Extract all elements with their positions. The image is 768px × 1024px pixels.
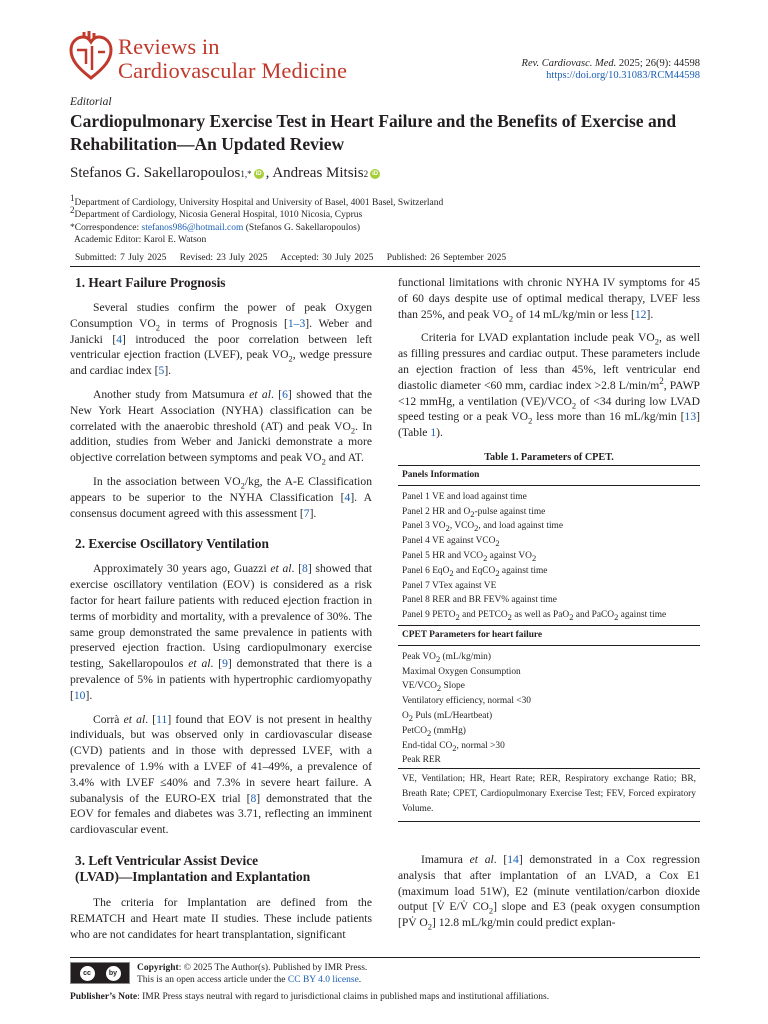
table-row: PetCO$_2$ (mmHg) [402, 725, 466, 738]
section-heading: 3. Left Ventricular Assist Device (LVAD)—Implantation and Explantation [75, 852, 311, 884]
table-row: Peak $VO_2$ (mL/kg/min) [402, 651, 491, 664]
body-paragraph: The criteria for Implantation are defined from the REMATCH and Heart mate II studies. These include patients who are not candidates for heart transplantation, significant [70, 895, 372, 941]
email-link[interactable]: stefanos986@hotmail.com [141, 222, 244, 233]
affiliations: $^1$Department of Cardiology, University Hospital and University of Basel, 4001 Basel, Switzerland $^2$Department of Cardiology, Nicosia General Hospital, 1010 Nicosia, Cyprus *Correspondence: stefanos986@hotmail.com (Stefanos G. Sakellaropoulos) Academic Editor: Karol E. Watson [70, 192, 444, 245]
body-paragraph: Several studies confirm the power of peak Oxygen Consumption $VO_2$ in terms of Prognosis [1–3]. Weber and Janicki [4] introduced the poor correlation between left ventricular ejection fraction (LVEF), peak $VO_2$, wedge pressure and cardiac index [5]. [70, 301, 372, 378]
heart-logo-icon [68, 30, 114, 82]
article-dates: Submitted: 7 July 2025 Revised: 23 July 2025 Accepted: 30 July 2025 Published: 26 September 2025 [75, 253, 507, 263]
table-row: Peak RER [402, 755, 441, 766]
table-row: Maximal Oxygen Consumption [402, 666, 521, 677]
table-row: Panel 5 HR and $VCO_2$ against $VO_2$ [402, 550, 537, 563]
table-row: Panel 2 HR and $O_2$-pulse against time [402, 506, 546, 519]
author-name: , Andreas Mitsis [265, 165, 364, 181]
table-row: $O_2$ Puls (mL/Heartbeat) [402, 710, 493, 723]
table-row: Ventilatory efficiency, normal <30 [402, 696, 531, 707]
article-title: Cardiopulmonary Exercise Test in Heart Failure and the Benefits of Exercise and Rehabilitation—An Updated Review [70, 111, 677, 154]
article-type: Editorial [70, 96, 112, 108]
body-paragraph: Corrà et al. [11] found that EOV is not present in healthy individuals, but was observed only in cardiovascular disease (CVD) patients and in those with depressed LVEF, with a prevalence of 1.9% with a LVEF of 41–49%, a prevalence of 3.4% with LVEF ≤40% and 7.3% in severe heart failure. A subanalysis of the EURO-EX trial [8] demonstrated that the EOV for females and diabetes was 3.71, reflecting an imminent cardiovascular event. [70, 712, 372, 837]
doi-link[interactable]: https://doi.org/10.31083/RCM44598 [546, 70, 700, 81]
body-paragraph: Approximately 30 years ago, Guazzi et al. [8] showed that exercise oscillatory ventilation (EOV) is considered as a risk factor for heart failure patients with reduced ejection fraction in terms of morbidity and mortality, with a prevalence of 30%. The same group demonstrated the same prevalence in patients with preserved ejection fraction. Using cardiopulmonary exercise testing, Sakellaropoulos et al. [9] demonstrated that there is a prevalence of 5% in patients with hypertrophic cardiomyopathy [10]. [70, 562, 372, 702]
cc-icon: cc [80, 966, 95, 981]
left-column [70, 275, 372, 950]
author-name: Stefanos G. Sakellaropoulos [70, 165, 241, 181]
body-paragraph: Another study from Matsumura et al. [6] showed that the New York Heart Association (NYHA) classification can be correlated with the anaerobic threshold (AT) and peak $VO_2$. In addition, studies from Weber and Janicki demonstrate a more objective correlation between symptoms and peak $VO_2$ and AT. [70, 387, 372, 467]
table-row: Panel 1 VE and load against time [402, 491, 527, 502]
by-icon: by [106, 966, 121, 981]
author-list: Stefanos G. Sakellaropoulos 1,* iD , Andreas Mitsis 2 iD [70, 165, 379, 181]
citation: Rev. Cardiovasc. Med. 2025; 26(9): 44598 https://doi.org/10.31083/RCM44598 [521, 58, 700, 81]
table-row: Panel 6 EqO$_2$ and EqCO$_2$ against time [402, 565, 548, 578]
section-heading: 1. Heart Failure Prognosis [75, 275, 226, 290]
license-link[interactable]: CC BY 4.0 license [287, 975, 359, 985]
journal-name: Reviews in Cardiovascular Medicine [118, 34, 348, 83]
table-caption: Table 1. Parameters of CPET. [484, 452, 614, 463]
orcid-icon[interactable]: iD [372, 170, 379, 177]
table-row: Panel 4 VE against $VCO_2$ [402, 536, 500, 549]
table-row: Panel 9 $PETO_2$ and $PETCO_2$ as well as PaO$_2$ and PaCO$_2$ against time [402, 610, 667, 623]
table-row: Panel 8 RER and BR FEV% against time [402, 595, 557, 606]
publisher-note: Publisher’s Note: IMR Press stays neutral with regard to jurisdictional claims in published maps and institutional affiliations. [70, 992, 550, 1002]
table-row: Panel 3 $VO_2$, $VCO_2$, and load against time [402, 521, 564, 534]
table-row: Panel 7 VTex against VE [402, 580, 497, 591]
orcid-icon[interactable]: iD [255, 170, 262, 177]
table-row: End-tidal $CO_2$, normal >30 [402, 740, 505, 753]
journal-header [68, 30, 704, 88]
divider [70, 266, 700, 267]
body-paragraph: functional limitations with chronic NYHA IV symptoms for 45 of 60 days despite use of optimal medical therapy, LVEF less than 25%, and peak $VO_2$ of 14 mL/kg/min or less [12]. [398, 276, 700, 323]
right-column-lower [398, 852, 700, 939]
right-column [398, 275, 700, 449]
table-footnote: VE, Ventilation; HR, Heart Rate; RER, Respiratory exchange Ratio; BR, Breath Rate; CPET, Cardiopulmonary Exercise Test; FEV, Forced expiratory Volume. [398, 768, 700, 822]
cc-license-icon[interactable] [70, 962, 130, 984]
parameters-table [398, 465, 700, 822]
table-header: CPET Parameters for heart failure [398, 625, 700, 646]
table-header: Panels Information [398, 465, 700, 486]
copyright-notice: Copyright: © 2025 The Author(s). Published by IMR Press. This is an open access article under the CC BY 4.0 license. [137, 963, 368, 985]
table-row: $VE/VCO_2$ Slope [402, 681, 465, 694]
body-paragraph: Criteria for LVAD explantation include peak $VO_2$, as well as filling pressures and cardiac output. These parameters include an ejection fraction of less than 45%, left ventricular end diastolic diameter <60 mm, cardiac index >2.8 $L/\min/m^2$, PAWP <12 mmHg, a ventilation $(VE)/VCO_2$ of <34 during low LVAD speed testing or a peak $VO_2$ less more than 16 mL/kg/min [13] (Table 1). [398, 331, 700, 440]
body-paragraph: In the association between $VO_2/kg$, the A-E Classification appears to be superior to the NYHA Classification [4]. A consensus document agreed with this assessment [7]. [70, 474, 372, 520]
body-paragraph: Imamura et al. [14] demonstrated in a Cox regression analysis that after implantation of an LVAD, a Cox E1 (maximum load 51W), E2 (minute ventilation/carbon dioxide output [V̇ E/V̇ $CO_2$] slope and E3 (peak oxygen consumption [PV̇ $O_2$] 12.8 mL/kg/min could predict explan- [398, 853, 700, 932]
section-heading: 2. Exercise Oscillatory Ventilation [75, 536, 269, 552]
divider [70, 957, 700, 958]
